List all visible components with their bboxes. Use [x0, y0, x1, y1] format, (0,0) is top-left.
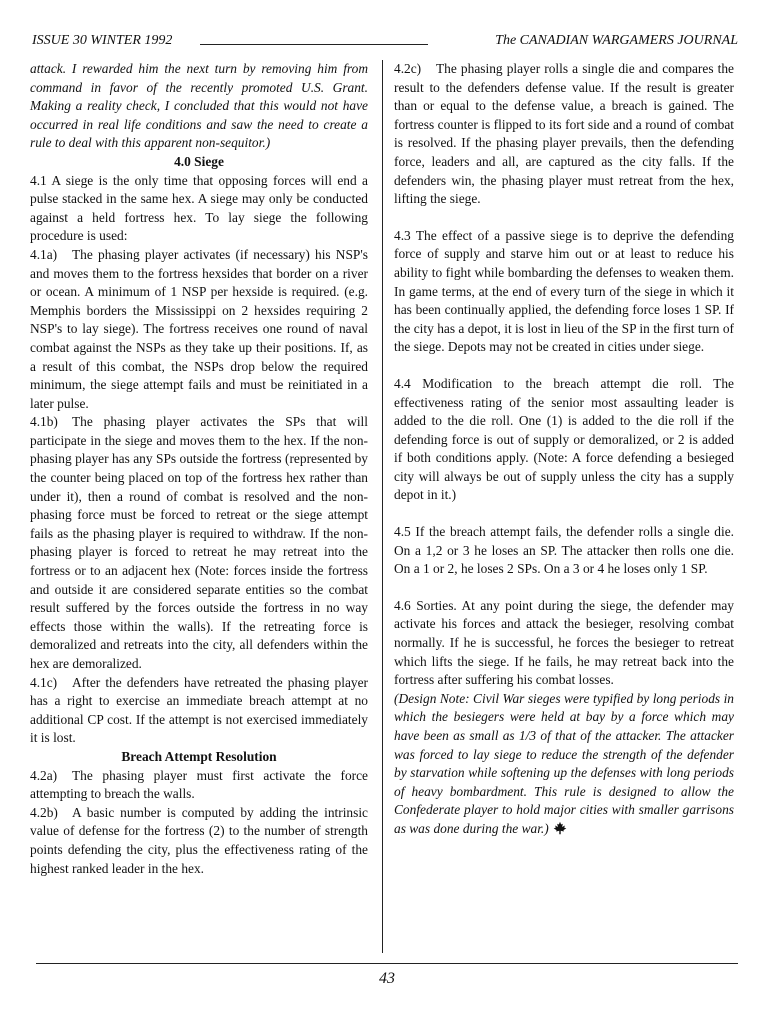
design-note-text: (Design Note: Civil War sieges were typified by long periods in which the besiegers were held at bay by a force which may have been as small as 1/3 of that of the attacker. The attacker was forced to lay siege to reduce the strength of the defender by starvation while softening up the defenses with long periods of heavy bombardment. This rule is designed to allow the Confederate player to hold major cities with smaller garrisons as was done during the war.)	[394, 690, 734, 836]
rule-number: 4.2c)	[394, 61, 422, 76]
rule-4-5: 4.5 If the breach attempt fails, the defender rolls a single die. On a 1,2 or 3 he loses an SP. The attacker then rolls one die. On a 1 or 2, he loses 2 SPs. On a 3 or 4 he loses only 1 SP.	[394, 524, 734, 577]
page-number: 43	[379, 970, 395, 987]
rule-4-6: 4.6 Sorties. At any point during the siege, the defender may activate his forces and attack the besieger, resolving combat normally. If he is successful, he forces the besieger to retreat which lifts the siege. If he fails, he may retreat back into the fortress after suffering his combat losses.	[394, 597, 734, 688]
rule-text: The phasing player rolls a single die and compares the result to the defenders defense value. If the result is greater than or equal to the defense value, a breach is gained. The fortress counter is flipped to its fort side and a round of combat is resolved. If the phasing player prevails, then the defending force, leaders and all, are captured as the city falls. If the defenders win, the phasing player must retreat from the hex, lifting the siege.	[394, 61, 734, 207]
rule-text: A basic number is computed by adding the intrinsic value of defense for the fortress (2) to the number of strength points defending the city, plus the effectiveness rating of the highest ranked leader in the hex.	[30, 804, 368, 876]
footer-rule	[36, 963, 738, 964]
rule-number: 4.1a)	[30, 246, 58, 262]
rule-number: 4.1b)	[30, 414, 58, 430]
rule-4-2a	[30, 767, 368, 804]
rule-number: 4.1c)	[30, 674, 58, 690]
rule-text: The phasing player activates (if necessary) his NSP's and moves them to the fortress hexsides that border on a river or ocean. A minimum of 1 NSP per hexside is required. (e.g. Memphis borders the Mississippi on 2 hexsides requiring 2 NSP's to lay siege). The fortress receives one round of naval combat against the NSPs as they take up their positions. If, as a result of this combat, the NSPs drop below the required minimum, the siege attempt fails and must be reinitiated in a later pulse.	[30, 246, 368, 411]
rule-number: 4.2b)	[30, 804, 58, 820]
rule-4-1c	[30, 674, 368, 748]
rule-text: The phasing player must first activate the force attempting to breach the walls.	[30, 767, 368, 802]
subheading-breach-attempt: Breach Attempt Resolution	[121, 748, 277, 764]
rule-number: 4.2a)	[30, 767, 58, 783]
rule-4-1: 4.1 A siege is the only time that opposing forces will end a pulse stacked in the same hex. A siege may only be conducted against a held fortress hex. To lay siege the following procedure is used:	[30, 172, 368, 244]
intro-paragraph: attack. I rewarded him the next turn by removing him from command in favor of the recently promoted U.S. Grant. Making a reality check, I concluded that this would not have occurred in real life conditions and saw the need to create a rule to deal with this apparent non-sequitor.)	[30, 61, 368, 151]
rule-4-1a	[30, 246, 368, 413]
rule-4-1b	[30, 413, 368, 673]
left-column	[30, 60, 368, 878]
column-divider	[382, 60, 383, 953]
section-heading-siege: 4.0 Siege	[174, 153, 224, 169]
rule-4-2b	[30, 804, 368, 878]
rule-4-3: 4.3 The effect of a passive siege is to deprive the defending force of supply and starve him out or at least to reduce his ability to fight while bombarding the defenses to weaken them. In game terms, at the end of every turn of the siege in which it has been continually applied, the defending force loses 1 SP. If the city has a depot, it is lost in lieu of the SP in the first turn of the siege. Depots may not be created in cities under siege.	[394, 227, 734, 355]
rule-4-4: 4.4 Modification to the breach attempt die roll. The effectiveness rating of the senior most assaulting leader is added to the die roll. One (1) is added to the die roll if the defending force is out of supply or demoralized, or 2 is added if both conditions apply. (Note: A force defending a besieged city will always be out of supply unless the city has a supply depot in it.)	[394, 375, 734, 503]
running-header-journal-title: The CANADIAN WARGAMERS JOURNAL	[495, 33, 738, 48]
right-column	[394, 60, 734, 839]
header-rule	[200, 44, 428, 45]
maple-leaf-icon	[553, 821, 567, 835]
running-header-issue: ISSUE 30 WINTER 1992	[32, 33, 173, 48]
rule-text: The phasing player activates the SPs that will participate in the siege and moves them to the hex. If the non-phasing player has any SPs outside the fortress (represented by the counter being placed on top of the fortress hex rather than under it), then a round of combat is resolved and the non-phasing force must be forced to retreat or the siege attempt fails as the phasing player is required to withdraw. If the non-phasing player is forced to retreat he may retreat into the fortress or to an adjacent hex (Note: forces inside the fortress and outside it are considered separate entities so the combat result suffered by the forces outside the fortress in no way effects those within the walls). If the retreating force is demoralized and retreats into the city, all defenders within the hex are demoralized.	[30, 414, 368, 671]
design-note	[394, 690, 734, 839]
rule-text: After the defenders have retreated the phasing player has a right to exercise an immediate breach attempt at no additional CP cost. If the attempt is not exercised immediately it is lost.	[30, 674, 368, 746]
rule-4-2c	[394, 60, 734, 209]
